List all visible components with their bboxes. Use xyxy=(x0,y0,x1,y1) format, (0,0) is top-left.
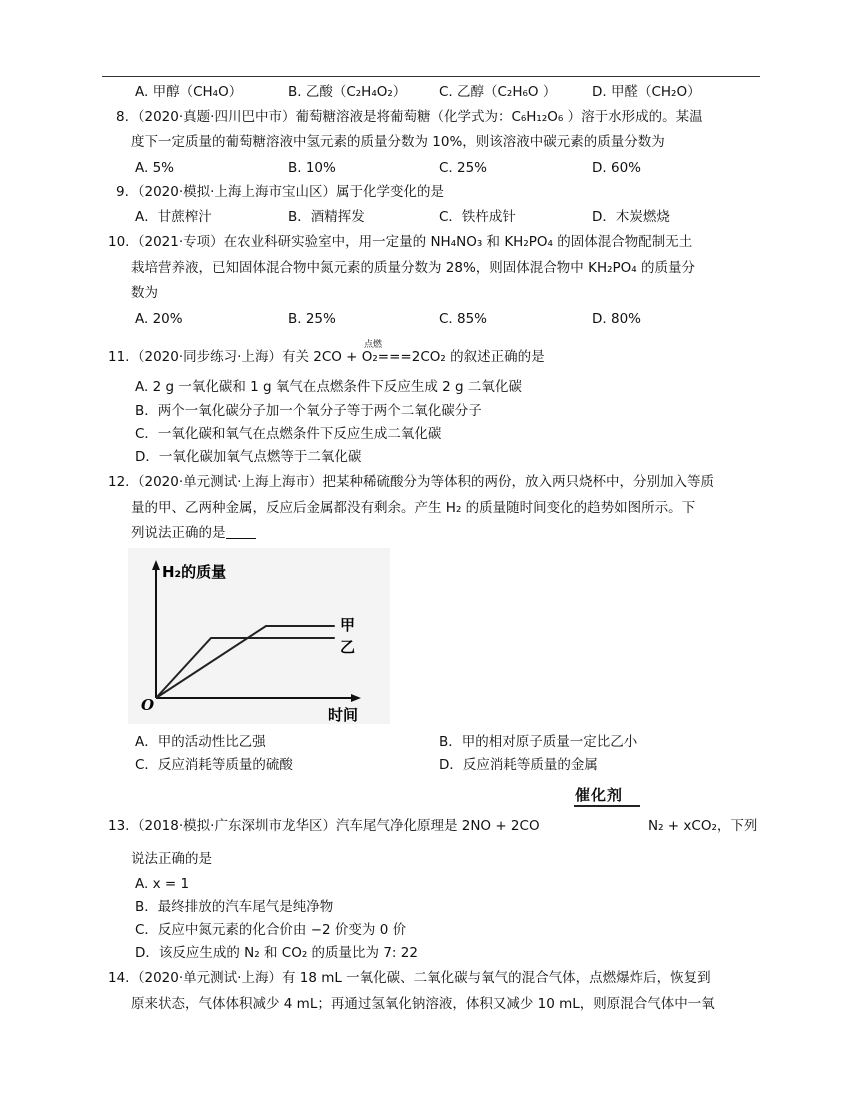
q14-number: 14. xyxy=(108,970,130,986)
q13-stem-line2: 说法正确的是 xyxy=(131,851,212,867)
q12-option-d[interactable]: D．反应消耗等质量的金属 xyxy=(439,757,598,773)
q9-number: 9. xyxy=(116,184,129,200)
q8-option-d[interactable]: D. 60% xyxy=(592,160,641,176)
q9-option-a[interactable]: A．甘蔗榨汁 xyxy=(135,209,212,225)
q9-option-b[interactable]: B．酒精挥发 xyxy=(288,209,365,225)
q8-number: 8. xyxy=(116,109,129,125)
q11-stem: （2020·同步练习·上海）有关 2CO + O₂===2CO₂ 的叙述正确的是 xyxy=(131,349,545,365)
q9-option-d[interactable]: D．木炭燃烧 xyxy=(592,209,670,225)
series-jia-label: 甲 xyxy=(340,616,356,634)
q10-number: 10. xyxy=(108,234,130,250)
reaction-arrow xyxy=(574,805,640,807)
catalyst-label: 催化剂 xyxy=(575,786,624,804)
q13-option-b[interactable]: B．最终排放的汽车尾气是纯净物 xyxy=(135,899,334,915)
q7-option-a[interactable]: A. 甲醇（CH₄O） xyxy=(135,84,243,100)
q8-option-a[interactable]: A. 5% xyxy=(135,160,174,176)
q12-option-b[interactable]: B．甲的相对原子质量一定比乙小 xyxy=(439,734,638,750)
q13-number: 13. xyxy=(108,818,130,834)
origin-label: O xyxy=(141,696,155,714)
q12-number: 12. xyxy=(108,474,130,490)
q11-option-b[interactable]: B．两个一氧化碳分子加一个氧分子等于两个二氧化碳分子 xyxy=(135,403,482,419)
q11-ignite-condition: 点燃 xyxy=(364,340,383,350)
q13-stem-tail: N₂ + xCO₂，下列 xyxy=(648,818,758,834)
q12-stem-line1: （2020·单元测试·上海上海市）把某种稀硫酸分为等体积的两份，放入两只烧杯中，分别加入等质 xyxy=(131,474,714,490)
q13-option-c[interactable]: C．反应中氮元素的化合价由 −2 价变为 0 价 xyxy=(135,922,407,938)
y-axis-label: H₂的质量 xyxy=(162,563,227,581)
q7-option-c[interactable]: C. 乙醇（C₂H₆O ） xyxy=(439,84,557,100)
q14-stem-line1: （2020·单元测试·上海）有 18 mL 一氧化碳、二氧化碳与氧气的混合气体，点燃爆炸后，恢复到 xyxy=(131,970,711,986)
q10-option-b[interactable]: B. 25% xyxy=(288,311,336,327)
series-yi-label: 乙 xyxy=(340,638,356,656)
q12-option-c[interactable]: C．反应消耗等质量的硫酸 xyxy=(135,757,293,773)
q14-stem-line2: 原来状态，气体体积减少 4 mL；再通过氢氧化钠溶液，体积又减少 10 mL，则原混合气体中一氧 xyxy=(131,996,715,1012)
q9-option-c[interactable]: C．铁杵成针 xyxy=(439,209,516,225)
q10-stem-line2: 栽培营养液，已知固体混合物中氮元素的质量分数为 28%，则固体混合物中 KH₂PO₄ 的质量分 xyxy=(131,260,695,276)
q10-option-c[interactable]: C. 85% xyxy=(439,311,488,327)
q7-option-d[interactable]: D. 甲醛（CH₂O） xyxy=(592,84,701,100)
q8-stem-line2: 度下一定质量的葡萄糖溶液中氢元素的质量分数为 10%，则该溶液中碳元素的质量分数为 xyxy=(131,134,665,150)
q10-option-d[interactable]: D. 80% xyxy=(592,311,641,327)
q11-option-c[interactable]: C．一氧化碳和氧气在点燃条件下反应生成二氧化碳 xyxy=(135,426,442,442)
q13-option-a[interactable]: A. x = 1 xyxy=(135,876,190,892)
q11-option-a[interactable]: A. 2 g 一氧化碳和 1 g 氧气在点燃条件下反应生成 2 g 二氧化碳 xyxy=(135,379,522,395)
q11-option-d[interactable]: D．一氧化碳加氧气点燃等于二氧化碳 xyxy=(135,449,362,465)
q8-option-b[interactable]: B. 10% xyxy=(288,160,336,176)
x-axis-label: 时间 xyxy=(328,706,359,724)
q12-stem-line2: 量的甲、乙两种金属，反应后金属都没有剩余。产生 H₂ 的质量随时间变化的趋势如图所示。下 xyxy=(131,500,696,516)
q7-option-b[interactable]: B. 乙酸（C₂H₄O₂） xyxy=(288,84,407,100)
q13-option-d[interactable]: D．该反应生成的 N₂ 和 CO₂ 的质量比为 7: 22 xyxy=(135,945,418,961)
h2-mass-chart xyxy=(128,548,390,724)
q12-option-a[interactable]: A．甲的活动性比乙强 xyxy=(135,734,266,750)
q10-option-a[interactable]: A. 20% xyxy=(135,311,183,327)
q10-stem-line1: （2021·专项）在农业科研实验室中，用一定量的 NH₄NO₃ 和 KH₂PO₄ 的固体混合物配制无土 xyxy=(131,234,693,250)
q10-stem-line3: 数为 xyxy=(131,285,158,301)
q9-stem: （2020·模拟·上海上海市宝山区）属于化学变化的是 xyxy=(131,184,444,200)
q8-option-c[interactable]: C. 25% xyxy=(439,160,488,176)
q12-stem-line3: 列说法正确的是 xyxy=(131,524,256,542)
answer-blank[interactable] xyxy=(226,525,256,539)
q11-number: 11. xyxy=(108,349,130,365)
q13-stem: （2018·模拟·广东深圳市龙华区）汽车尾气净化原理是 2NO + 2CO xyxy=(131,818,540,834)
q8-stem-line1: （2020·真题·四川巴中市）葡萄糖溶液是将葡萄糖（化学式为：C₆H₁₂O₆ ）溶于水形成的。某温 xyxy=(131,109,703,125)
header-rule xyxy=(102,76,760,77)
